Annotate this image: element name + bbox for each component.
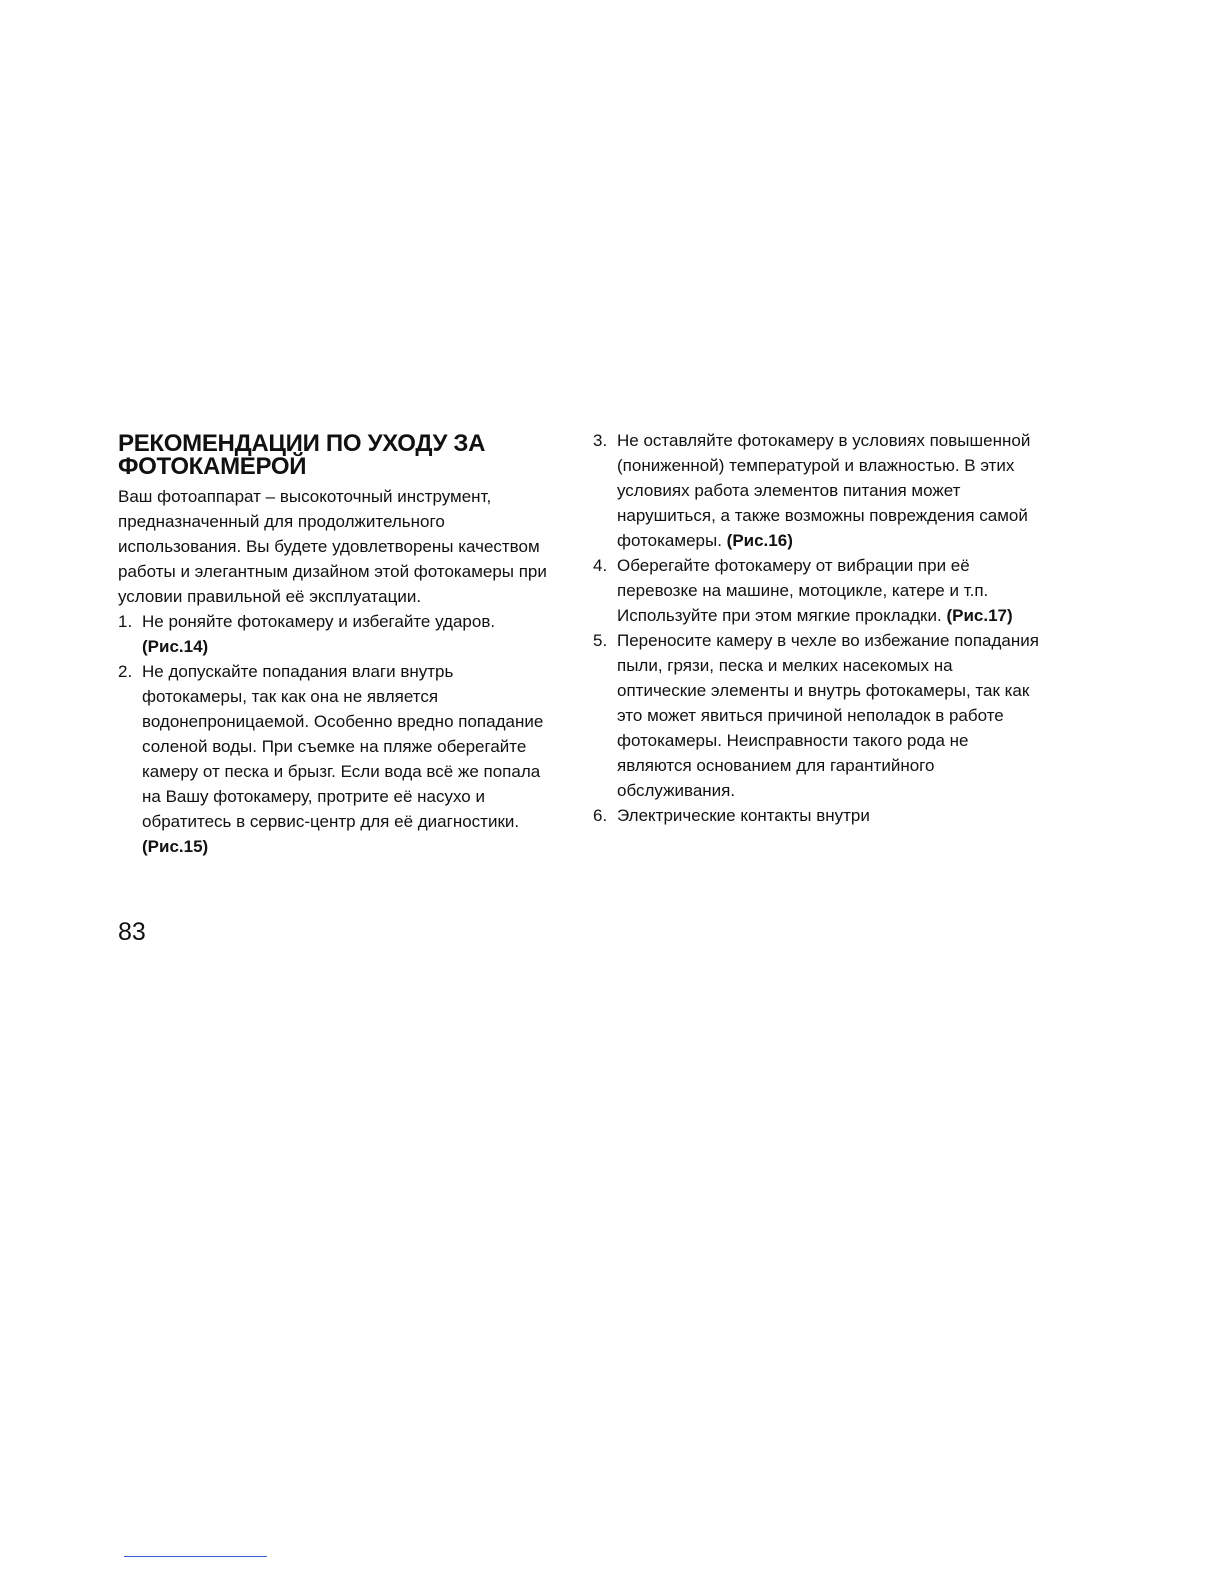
item-number: 6.	[593, 806, 608, 825]
right-column	[593, 428, 1043, 828]
item-text: Оберегайте фотокамеру от вибрации при её перевозке на машине, мотоцикле, катере и т.п. Используйте при этом мягкие прокладки.	[617, 556, 989, 625]
item-number: 5.	[593, 631, 608, 650]
list-item-1	[118, 609, 548, 659]
list-item-2	[118, 659, 548, 859]
footer-rule	[124, 1556, 267, 1557]
intro-paragraph: Ваш фотоаппарат – высокоточный инструмент, предназначенный для продолжительного использования. Вы будете удовлетворены качеством работы и элегантным дизайном этой фотокамеры при условии правильной её эксплуатации.	[118, 487, 547, 606]
list-item-5	[593, 628, 1043, 803]
figure-reference: (Рис.16)	[726, 531, 793, 550]
left-column	[118, 428, 548, 859]
page-title: РЕКОМЕНДАЦИИ ПО УХОДУ ЗА ФОТОКАМЕРОЙ	[118, 430, 486, 480]
page-number: 83	[118, 918, 146, 946]
item-text: Электрические контакты внутри	[617, 806, 870, 825]
item-number: 2.	[118, 662, 133, 681]
item-number: 4.	[593, 556, 608, 575]
figure-reference: (Рис.15)	[142, 837, 209, 856]
figure-reference: (Рис.14)	[142, 637, 209, 656]
item-text: Не допускайте попадания влаги внутрь фотокамеры, так как она не является водонепроницаемой. Особенно вредно попадание соленой воды. При съемке на пляже оберегайте камеру от песка и брызг. Если вода всё же попала на Вашу фотокамеру, протрите её насухо и обратитесь в сервис-центр для её диагностики.	[142, 662, 544, 831]
item-text: Не оставляйте фотокамеру в условиях повышенной (пониженной) температурой и влажностью. В этих условиях работа элементов питания может нарушиться, а также возможны повреждения самой фотокамеры.	[617, 431, 1031, 550]
item-number: 1.	[118, 612, 133, 631]
item-text: Не роняйте фотокамеру и избегайте ударов.	[142, 612, 496, 631]
list-item-3	[593, 428, 1043, 553]
item-number: 3.	[593, 431, 608, 450]
figure-reference: (Рис.17)	[946, 606, 1013, 625]
list-item-6	[593, 803, 1043, 828]
item-text: Переносите камеру в чехле во избежание попадания пыли, грязи, песка и мелких насекомых на оптические элементы и внутрь фотокамеры, так как это может явиться причиной неполадок в работе фотокамеры. Неисправности такого рода не являются основанием для гарантийного обслуживания.	[617, 631, 1039, 800]
list-item-4	[593, 553, 1043, 628]
